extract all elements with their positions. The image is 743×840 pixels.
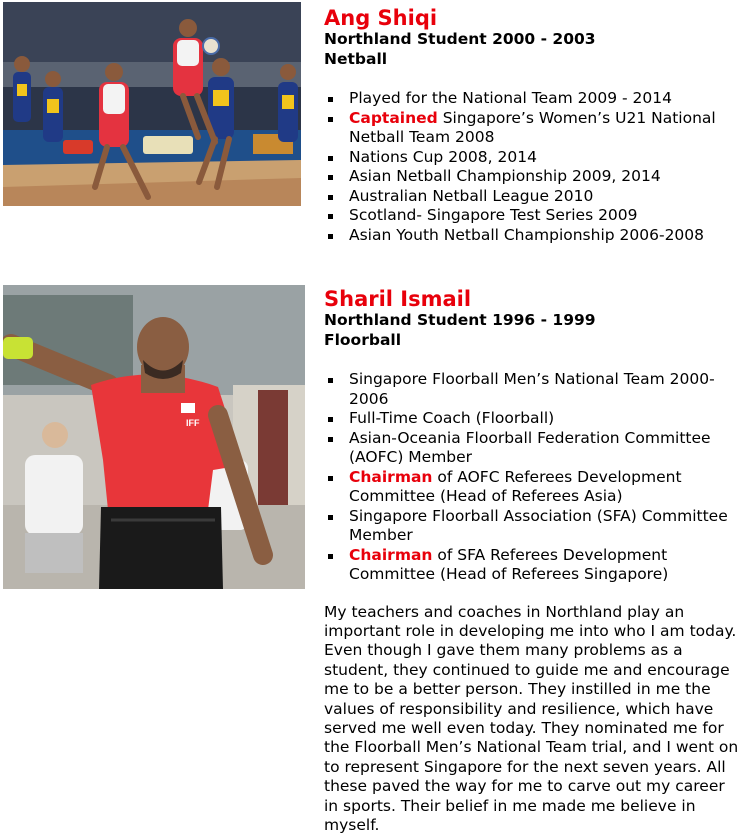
profile-school-years: Northland Student 2000 - 2003 [324, 30, 596, 48]
achievement-item: Australian Netball League 2010 [324, 187, 739, 207]
profile-name: Ang Shiqi [324, 6, 438, 30]
achievement-item: Full-Time Coach (Floorball) [324, 409, 739, 429]
testimonial-paragraph: My teachers and coaches in Northland play an important role in developing me into who I am today. Even though I gave them many problems as a student, they continued to guide me and encourage me to be a better person. They instilled in me the values of responsibility and resilience, which have served me well even today. They nominated me for the Floorball Men’s National Team trial, and I went on to represent Singapore for the next seven years. All these paved the way for me to carve out my career in sports. Their belief in me made me believe in myself. [324, 602, 739, 834]
profile-sport: Floorball [324, 330, 402, 349]
referee-photo [3, 285, 305, 589]
achievement-item: Chairman of SFA Referees Development Committee (Head of Referees Singapore) [324, 546, 739, 585]
achievement-item: Played for the National Team 2009 - 2014 [324, 89, 739, 109]
achievement-item: Singapore Floorball Association (SFA) Committee Member [324, 507, 739, 546]
achievement-item: Asian Netball Championship 2009, 2014 [324, 167, 739, 187]
shirt-logo-text: IFF [186, 418, 200, 428]
achievement-item: Scotland- Singapore Test Series 2009 [324, 206, 739, 226]
profile-school-years: Northland Student 1996 - 1999 [324, 311, 596, 329]
netball-action-photo [3, 2, 301, 206]
profile-ang-shiqi [324, 6, 739, 245]
profile-name: Sharil Ismail [324, 287, 472, 311]
achievement-item: Asian-Oceania Floorball Federation Committee (AOFC) Member [324, 429, 739, 468]
achievement-item: Nations Cup 2008, 2014 [324, 148, 739, 168]
achievement-item: Captained Singapore’s Women’s U21 National Netball Team 2008 [324, 109, 739, 148]
profile-sport: Netball [324, 49, 388, 68]
achievement-list [324, 370, 739, 585]
achievement-item: Asian Youth Netball Championship 2006-2008 [324, 226, 739, 246]
achievement-item: Singapore Floorball Men’s National Team 2000-2006 [324, 370, 739, 409]
achievement-list [324, 89, 739, 245]
achievement-item: Chairman of AOFC Referees Development Committee (Head of Referees Asia) [324, 468, 739, 507]
profile-sharil-ismail [324, 287, 739, 835]
